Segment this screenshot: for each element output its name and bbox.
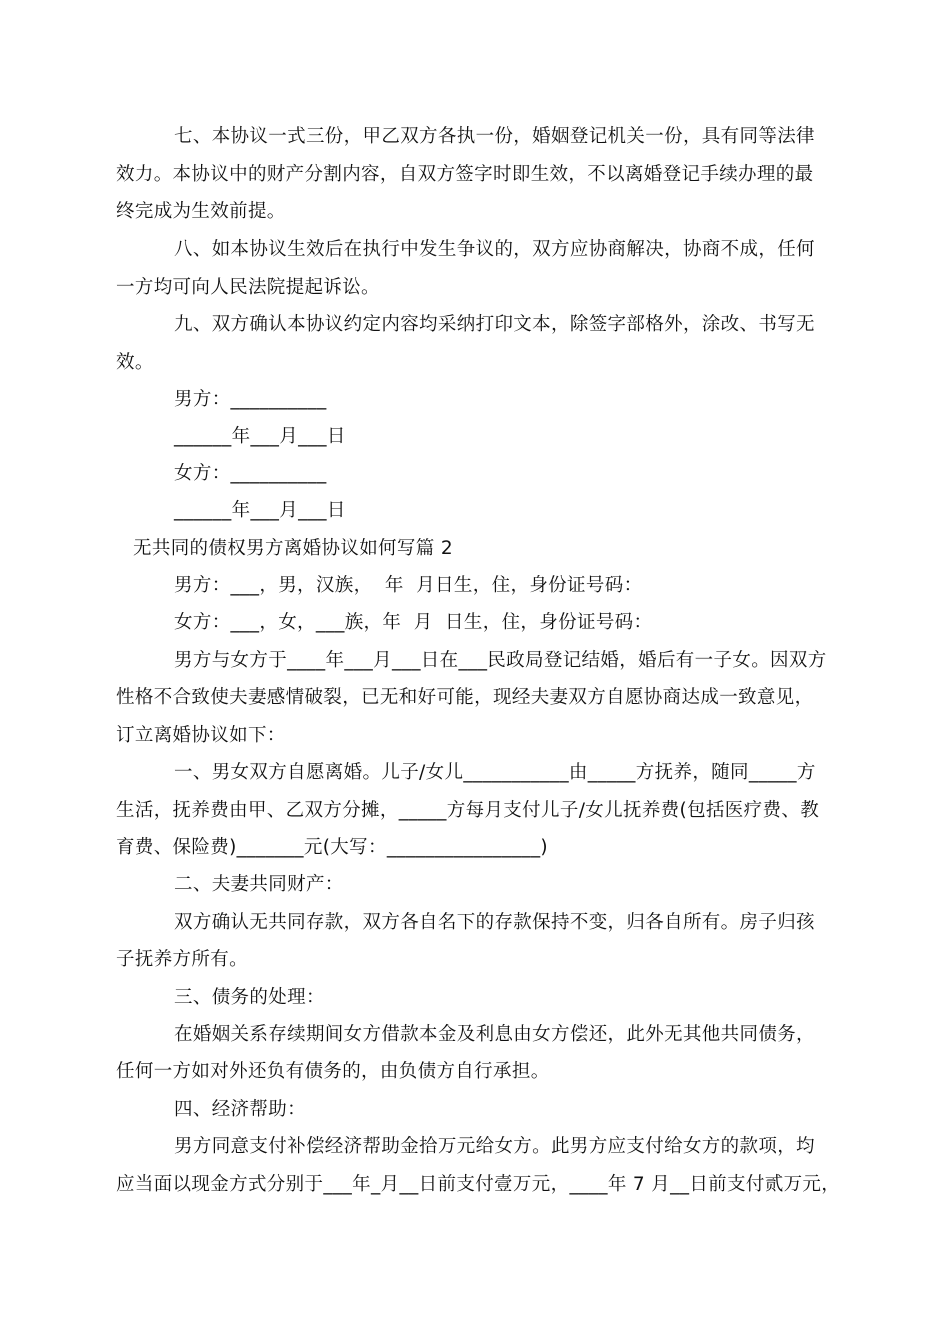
signature-line-male: 男方：__________ — [174, 389, 327, 410]
paragraph-line: 订立离婚协议如下： — [116, 725, 286, 746]
party-info-female: 女方：___，女，___族，年 月 日生，住，身份证号码： — [174, 612, 653, 633]
clause-heading: 二、夫妻共同财产： — [174, 874, 344, 895]
paragraph-line: 性格不合致使夫妻感情破裂，已无和好可能，现经夫妻双方自愿协商达成一致意见， — [116, 687, 814, 708]
paragraph-line: 男方与女方于____年___月___日在___民政局登记结婚，婚后有一子女。因双方 — [174, 650, 827, 671]
signature-line-female: 女方：__________ — [174, 463, 327, 484]
paragraph-line: 八、如本协议生效后在执行中发生争议的，双方应协商解决，协商不成，任何 — [174, 239, 815, 260]
paragraph-line: 应当面以现金方式分别于___年_月__日前支付壹万元，____年 7 月__日前支付贰万元， — [116, 1174, 841, 1195]
paragraph-line: 效。 — [116, 352, 154, 373]
paragraph-line: 任何一方如对外还负有债务的，由负债方自行承担。 — [116, 1061, 550, 1082]
clause-heading: 三、债务的处理： — [174, 987, 325, 1008]
paragraph-line: 男方同意支付补偿经济帮助金拾万元给女方。此男方应支付给女方的款项，均 — [174, 1136, 815, 1157]
paragraph-line: 九、双方确认本协议约定内容均采纳打印文本，除签字部格外，涂改、书写无 — [174, 314, 815, 335]
paragraph-line: 效力。本协议中的财产分割内容，自双方签字时即生效，不以离婚登记手续办理的最 — [116, 164, 814, 185]
section-title: 无共同的债权男方离婚协议如何写篇 2 — [133, 538, 453, 559]
paragraph-line: 子抚养方所有。 — [116, 949, 248, 970]
paragraph-line: 七、本协议一式三份，甲乙双方各执一份，婚姻登记机关一份，具有同等法律 — [174, 126, 815, 147]
paragraph-line: 一方均可向人民法院提起诉讼。 — [116, 277, 380, 298]
date-line: ______年___月___日 — [174, 500, 346, 521]
date-line: ______年___月___日 — [174, 426, 346, 447]
paragraph-line: 在婚姻关系存续期间女方借款本金及利息由女方偿还，此外无其他共同债务， — [174, 1024, 815, 1045]
paragraph-line: 育费、保险费)_______元(大写：________________) — [116, 837, 549, 858]
paragraph-line: 双方确认无共同存款，双方各自名下的存款保持不变，归各自所有。房子归孩 — [174, 912, 815, 933]
clause-heading: 四、经济帮助： — [174, 1099, 306, 1120]
paragraph-line: 终完成为生效前提。 — [116, 201, 286, 222]
paragraph-line: 一、男女双方自愿离婚。儿子/女儿___________由_____方抚养，随同_____方 — [174, 762, 816, 783]
paragraph-line: 生活，抚养费由甲、乙双方分摊，_____方每月支付儿子/女儿抚养费(包括医疗费、教 — [116, 800, 820, 821]
party-info-male: 男方：___，男，汉族， 年 月日生，住，身份证号码： — [174, 575, 643, 596]
